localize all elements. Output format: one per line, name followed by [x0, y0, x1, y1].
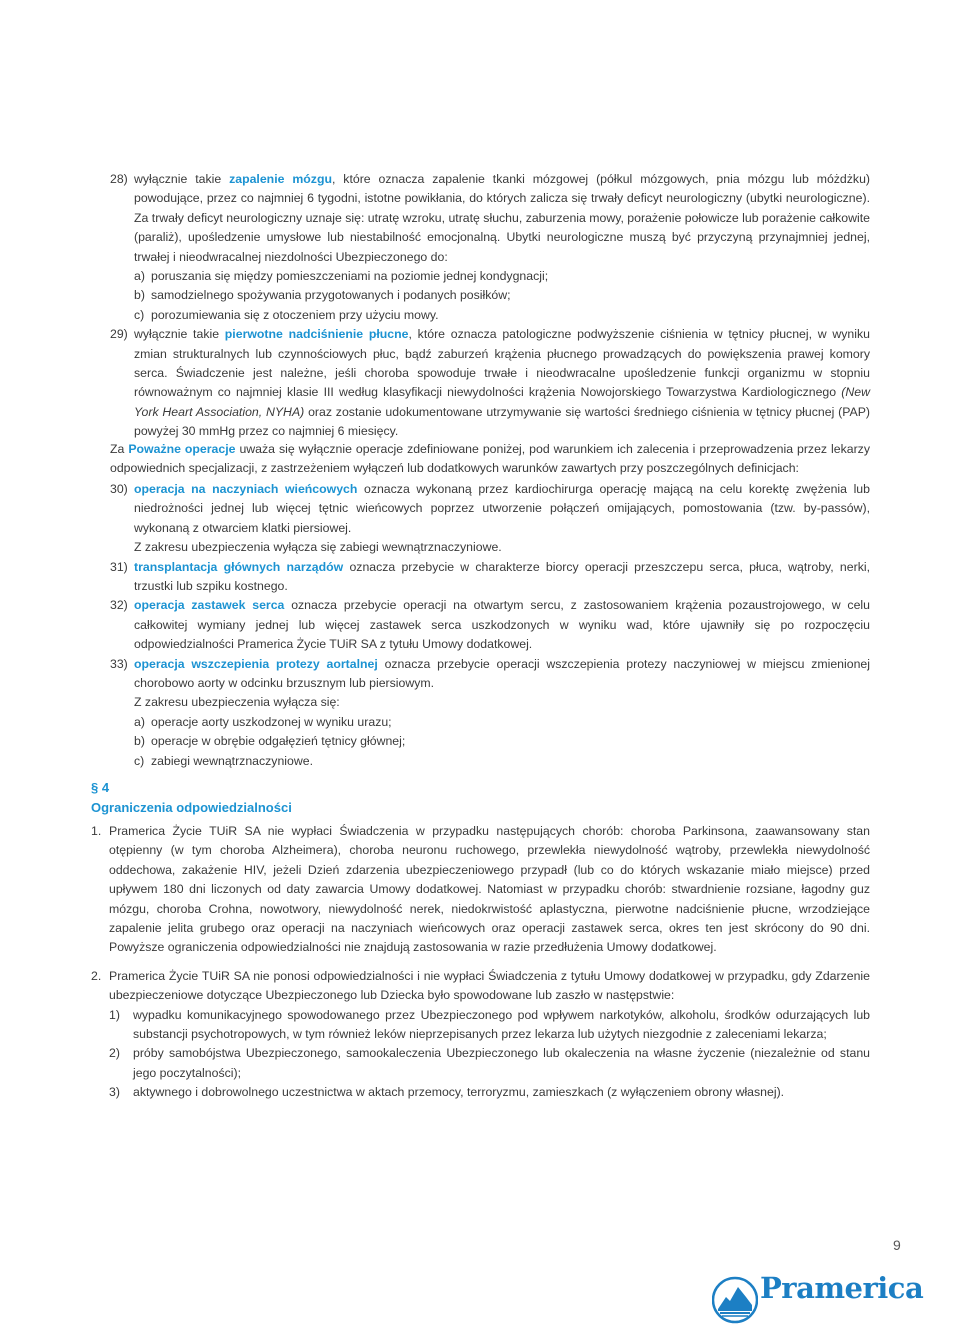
lead-text: Za Poważne operacje uważa się wyłącznie operacje zdefiniowane poniżej, pod warunkiem ich zalecenia i przeprowadzenia przez lekarzy odpowiednich specjalizacji, z zastrzeżeniem wyłączeń lub dodatkowych warunków zawartych przy poszczególnych definicjach: [110, 442, 870, 476]
list-item: 1) wypadku komunikacyjnego spowodowanego przez Ubezpieczonego pod wpływem narkotyków, alkoholu, środków odurzających lub substancji psychotropowych, w tym również leków nieprzepisanych przez lekarza lub użytych niezgodnie z zaleceniami lekarza; [109, 1007, 870, 1042]
list-item-32: 32) operacja zastawek serca oznacza przebycie operacji na otwartym sercu, z zastosowaniem krążenia pozaustrojowego, w celu całkowitej wymiany jednej lub więcej zastawek serca uszkodzonych w wyniku wad, które ujawniły się po rozpoczęciu odpowiedzialności Pramerica Życie TUiR SA z tytułu Umowy dodatkowej. [110, 598, 870, 652]
defined-term: zapalenie mózgu [229, 172, 332, 186]
section-title: Ograniczenia odpowiedzialności [91, 800, 292, 815]
item-text: wyłącznie takie pierwotne nadciśnienie płucne, które oznacza patologiczne podwyższenie ciśnienia w tętnicy płucnej, w wyniku zmian strukturalnych lub czynnościowych płuc, bądź zaburzeń krążenia płucnego prowadzących do powiększenia prawej komory serca. Świadczenie jest należne, jeśli choroba spowoduje trwałe i nieodwracalne upośledzenie funkcji organizmu w stopniu równoważnym co najmniej klasie III według klasyfikacji niewydolności krążenia Nowojorskiego Towarzystwa Kardiologicznego (New York Heart Association, NYHA) oraz zostanie udokumentowane utrzymywanie się wartości średniego ciśnienia w tętnicy płucnej (PAP) powyżej 30 mmHg przez co najmniej 6 miesięcy. [134, 327, 871, 439]
sub-item-a: a) poruszania się między pomieszczeniami na poziomie jednej kondygnacji; [134, 269, 549, 284]
list-item: 3) aktywnego i dobrowolnego uczestnictwa w aktach przemocy, terroryzmu, zamieszkach (z wyłączeniem obrony własnej). [109, 1085, 785, 1100]
item-number: 28) [110, 172, 128, 186]
sub-item-a: a) operacje aorty uszkodzonej w wyniku urazu; [134, 714, 392, 729]
defined-term: transplantacja głównych narządów [134, 559, 344, 574]
item-number: 29) [110, 327, 128, 342]
sub-item-c: c) porozumiewania się z otoczeniem przy użyciu mowy. [134, 307, 439, 322]
defined-term: Poważne operacje [128, 442, 236, 456]
section-items-30-33 [110, 480, 870, 771]
defined-term: pierwotne nadciśnienie płucne [224, 327, 409, 342]
sub-item-c: c) zabiegi wewnątrznaczyniowe. [134, 753, 313, 768]
sub-item-b: b) operacje w obrębie odgałęzień tętnicy głównej; [134, 734, 406, 749]
paragraph-1: 1. Pramerica Życie TUiR SA nie wypłaci Świadczenia w przypadku następujących chorób: choroba Parkinsona, zaawansowany stan otępienny (w tym choroba Alzheimera), choroba neuronu ruchowego, przewlekła niewydolność wątroby, przewlekła niewydolność oddechowa, zakażenie HIV, jeżeli Dzień zdarzenia ubezpieczeniowego przypadł (lub co do których wskazanie miało miejsce) przed upływem 180 dni liczonych od daty zawarcia Umowy dodatkowej. Natomiast w przypadku chorób: stwardnienie rozsiane, łagodny guz mózgu, choroba Crohna, nowotwory, niewydolność nerek, niedokrwistość aplastyczna, pierwotne nadciśnienie płucne, wrzodziejące zapalenie jelita grubego oraz operacji na naczyniach wieńcowych oraz operacji zastawek serca, okres ten jest skrócony do 90 dni. Powyższe ograniczenia odpowiedzialności nie znajdują zastosowania w razie przedłużenia Umowy dodatkowej. [91, 824, 870, 955]
list-item-31: 31) transplantacja głównych narządów oznacza przebycie w charakterze biorcy operacji przeszczepu serca, płuca, wątroby, nerki, trzustki lub szpiku kostnego. [110, 559, 870, 594]
section-items-28-29 [110, 170, 870, 442]
pramerica-logo [712, 1271, 942, 1325]
item-text: wyłącznie takie zapalenie mózgu, które oznacza zapalenie tkanki mózgowej (półkul mózgowych, pnia mózgu lub móżdżku) powodujące, przez co najmniej 6 tygodni, istotne powikłania, do których zalicza się trwały deficyt neurologiczny (ubytki neurologiczne). Za trwały deficyt neurologiczny uznaje się: utratę wzroku, utratę słuchu, zaburzenia mowy, porażenie połowicze lub porażenie całkowite (paraliż), upośledzenie umysłowe lub niestabilność emocjonalną. Ubytki neurologiczne muszą być przyczyną przynajmniej jednej, trwałej i nieodwracalnej niezdolności Ubezpieczonego do: [134, 172, 870, 264]
logo-text: Pramerica [760, 1271, 924, 1305]
defined-term: operacja wszczepienia protezy aortalnej [134, 656, 378, 671]
paragraph-2: 2. Pramerica Życie TUiR SA nie ponosi odpowiedzialności i nie wypłaci Świadczenia z tytułu Umowy dodatkowej w przypadku, gdy Zdarzenie ubezpieczeniowe dotyczące Ubezpieczonego lub Dziecka było spowodowane lub zaszło w następstwie: 1) wypadku komunikacyjnego spowodowanego przez Ubezpieczonego pod wpływem narkotyków, alkoholu, środków odurzających lub substancji psychotropowych, w tym również leków nieprzepisanych przez lekarza lub użytych niezgodnie z zaleceniami lekarza; 2) próby samobójstwa Ubezpieczonego, samookaleczenia Ubezpieczonego lub okaleczenia na własne życzenie (niezależnie od stanu jego poczytalności); 3) aktywnego i dobrowolnego uczestnictwa w aktach przemocy, terroryzmu, zamieszkach (z wyłączeniem obrony własnej). [91, 967, 870, 1103]
lead-paragraph [110, 440, 870, 479]
section-limitations [91, 822, 870, 1103]
list-item-29 [110, 325, 870, 441]
rock-of-gibraltar-icon [712, 1275, 758, 1325]
defined-term: operacja zastawek serca [134, 598, 285, 613]
sub-item-b: b) samodzielnego spożywania przygotowanych i podanych posiłków; [134, 288, 511, 303]
list-item-28 [110, 170, 870, 325]
list-item-30: 30) operacja na naczyniach wieńcowych oznacza wykonaną przez kardiochirurga operację mającą na celu korektę zwężenia lub niedrożności jednej lub więcej tętnic wieńcowych poprzez utworzenie połączeń omijających, pomostowania (tzw. by-passów), wykonaną z otwarciem klatki piersiowej. Z zakresu ubezpieczenia wyłącza się zabiegi wewnątrznaczyniowe. [110, 482, 870, 555]
section-heading [91, 778, 292, 818]
section-symbol: § 4 [91, 780, 110, 795]
defined-term: operacja na naczyniach wieńcowych [134, 482, 358, 496]
page-number: 9 [893, 1237, 901, 1253]
list-item-33: 33) operacja wszczepienia protezy aortalnej oznacza przebycie operacji wszczepienia protezy naczyniowej w miejscu zmienionej chorobowo aorty w odcinku brzusznym lub piersiowym. Z zakresu ubezpieczenia wyłącza się: a) operacje aorty uszkodzonej w wyniku urazu; b) operacje w obrębie odgałęzień tętnicy głównej; c) zabiegi wewnątrznaczyniowe. [110, 655, 870, 771]
list-item: 2) próby samobójstwa Ubezpieczonego, samookaleczenia Ubezpieczonego lub okaleczenia na własne życzenie (niezależnie od stanu jego poczytalności); [109, 1046, 870, 1080]
